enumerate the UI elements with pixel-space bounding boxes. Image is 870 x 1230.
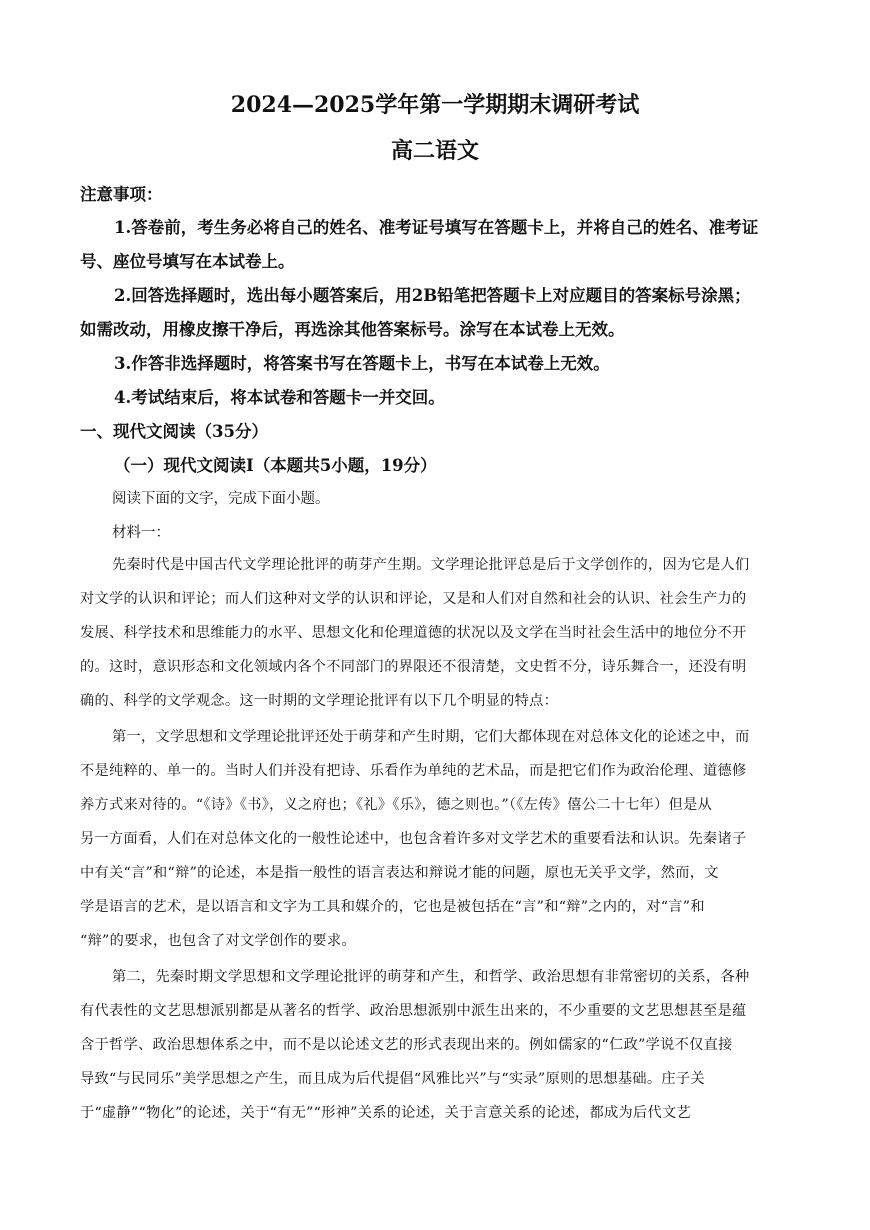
- passage-line: 养方式来对待的。“《诗》《书》，义之府也；《礼》《乐》，德之则也。”（《左传》僖公二十七年）但是从: [80, 797, 713, 813]
- section-heading: 一、现代文阅读（35分）: [80, 422, 268, 441]
- notice-line: 4.考试结束后，将本试卷和答题卡一并交回。: [114, 388, 445, 407]
- passage-line: 于“虚静”“物化”的论述，关于“有无”“形神”关系的论述，关于言意关系的论述，都成为后代文艺: [80, 1105, 691, 1121]
- passage-line: 学是语言的艺术，是以语言和文字为工具和媒介的，它也是被包括在“言”和“辩”之内的，对“言”和: [80, 899, 705, 915]
- subject-title: 高二语文: [390, 138, 479, 164]
- notice-heading: 注意事项：: [80, 185, 163, 204]
- passage-line: 中有关“言”和“辩”的论述，本是指一般性的语言表达和辩说才能的问题，原也无关乎文学，然而，文: [80, 865, 719, 881]
- material-label: 材料一：: [112, 525, 170, 541]
- notice-line: 2.回答选择题时，选出每小题答案后，用2B铅笔把答题卡上对应题目的答案标号涂黑；: [114, 286, 751, 305]
- passage-line: 第一，文学思想和文学理论批评还处于萌芽和产生时期，它们大都体现在对总体文化的论述之中，而: [112, 729, 750, 745]
- passage-line: 有代表性的文艺思想派别都是从著名的哲学、政治思想派别中派生出来的，不少重要的文艺思想甚至是蕴: [80, 1003, 747, 1019]
- passage-line: 另一方面看，人们在对总体文化的一般性论述中，也包含着许多对文学艺术的重要看法和认识。先秦诸子: [80, 831, 747, 847]
- notice-line: 1.答卷前，考生务必将自己的姓名、准考证号填写在答题卡上，并将自己的姓名、准考证: [114, 218, 759, 237]
- passage-line: 发展、科学技术和思维能力的水平、思想文化和伦理道德的状况以及文学在当时社会生活中的地位分不开: [80, 625, 747, 641]
- instruction: 阅读下面的文字，完成下面小题。: [112, 491, 330, 507]
- passage-line: 先秦时代是中国古代文学理论批评的萌芽产生期。文学理论批评总是后于文学创作的，因为它是人们: [112, 557, 750, 573]
- passage-line: 不是纯粹的、单一的。当时人们并没有把诗、乐看作为单纯的艺术品，而是把它们作为政治伦理、道德修: [80, 763, 747, 779]
- passage-line: 对文学的认识和评论；而人们这种对文学的认识和评论，又是和人们对自然和社会的认识、社会生产力的: [80, 591, 747, 607]
- passage-line: 确的、科学的文学观念。这一时期的文学理论批评有以下几个明显的特点：: [80, 693, 559, 709]
- passage-line: 导致“与民同乐”美学思想之产生，而且成为后代提倡“风雅比兴”与“实录”原则的思想基础。庄子关: [80, 1071, 705, 1087]
- exam-title: 2024—2025学年第一学期期末调研考试: [230, 92, 640, 118]
- sub-section-heading: （一）现代文阅读Ⅰ（本题共5小题，19分）: [114, 456, 437, 475]
- notice-line: 号、座位号填写在本试卷上。: [80, 252, 295, 271]
- passage-line: 的。这时，意识形态和文化领域内各个不同部门的界限还不很清楚，文史哲不分，诗乐舞合一，还没有明: [80, 659, 747, 675]
- passage-line: “辩”的要求，也包含了对文学创作的要求。: [80, 933, 356, 949]
- notice-line: 如需改动，用橡皮擦干净后，再选涂其他答案标号。涂写在本试卷上无效。: [80, 320, 625, 339]
- notice-line: 3.作答非选择题时，将答案书写在答题卡上，书写在本试卷上无效。: [114, 354, 610, 373]
- passage-line: 含于哲学、政治思想体系之中，而不是以论述文艺的形式表现出来的。例如儒家的“仁政”学说不仅直接: [80, 1037, 733, 1053]
- passage-line: 第二，先秦时期文学思想和文学理论批评的萌芽和产生，和哲学、政治思想有非常密切的关系，各种: [112, 969, 750, 985]
